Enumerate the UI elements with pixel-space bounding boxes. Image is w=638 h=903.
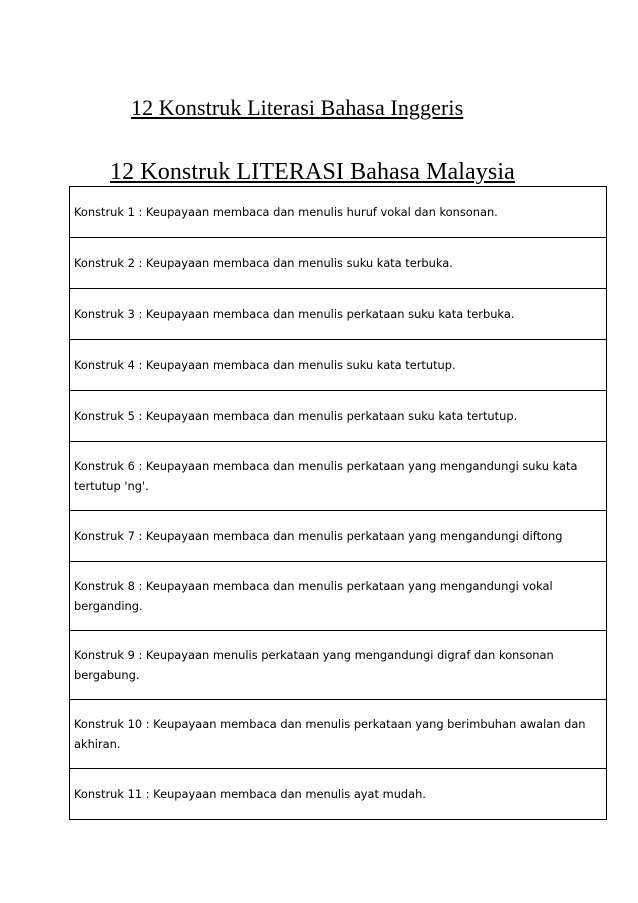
table-row	[70, 238, 607, 289]
table-row	[70, 700, 607, 769]
construct-9-cell: Konstruk 9 : Keupayaan menulis perkataan yang mengandungi digraf dan konsonan bergabung.	[70, 631, 607, 700]
table-row	[70, 511, 607, 562]
table-row	[70, 289, 607, 340]
construct-7-cell: Konstruk 7 : Keupayaan membaca dan menulis perkataan yang mengandungi diftong	[70, 511, 607, 562]
table-row	[70, 562, 607, 631]
table-row	[70, 340, 607, 391]
table-row	[70, 391, 607, 442]
construct-4-cell: Konstruk 4 : Keupayaan membaca dan menulis suku kata tertutup.	[70, 340, 607, 391]
construct-11-cell: Konstruk 11 : Keupayaan membaca dan menulis ayat mudah.	[70, 769, 607, 820]
construct-3-cell: Konstruk 3 : Keupayaan membaca dan menulis perkataan suku kata terbuka.	[70, 289, 607, 340]
construct-5-cell: Konstruk 5 : Keupayaan membaca dan menulis perkataan suku kata tertutup.	[70, 391, 607, 442]
construct-10-cell: Konstruk 10 : Keupayaan membaca dan menulis perkataan yang berimbuhan awalan dan akhiran.	[70, 700, 607, 769]
construct-8-cell: Konstruk 8 : Keupayaan membaca dan menulis perkataan yang mengandungi vokal berganding.	[70, 562, 607, 631]
table-row	[70, 442, 607, 511]
construct-1-cell: Konstruk 1 : Keupayaan membaca dan menulis huruf vokal dan konsonan.	[70, 187, 607, 238]
english-literacy-title: 12 Konstruk Literasi Bahasa Inggeris	[131, 95, 464, 120]
table-row	[70, 631, 607, 700]
table-row	[70, 187, 607, 238]
construct-6-cell: Konstruk 6 : Keupayaan membaca dan menulis perkataan yang mengandungi suku kata tertutup 'ng'.	[70, 442, 607, 511]
constructs-table	[69, 186, 607, 820]
construct-2-cell: Konstruk 2 : Keupayaan membaca dan menulis suku kata terbuka.	[70, 238, 607, 289]
table-row	[70, 769, 607, 820]
malay-literacy-title: 12 Konstruk LITERASI Bahasa Malaysia	[110, 159, 515, 185]
